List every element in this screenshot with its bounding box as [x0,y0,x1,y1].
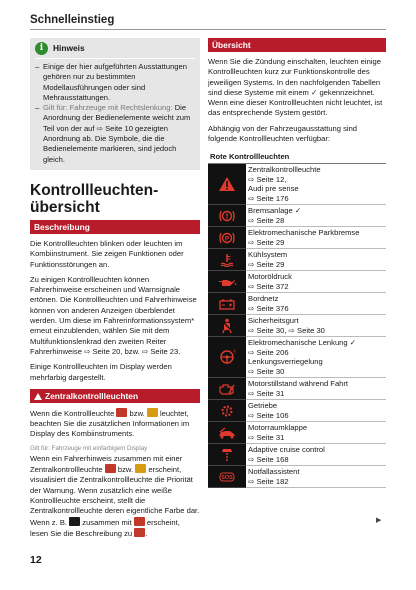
sos-icon [208,466,246,488]
adaptive-cruise-icon [208,444,246,466]
paragraph: Die Kontrollleuchten blinken oder leuchten im Kombiinstrument. Sie zeigen Funktionen oder Funktionsstörungen an. [30,238,184,269]
central-warning-red-icon [105,464,116,473]
right-column [208,38,386,488]
page-link[interactable]: ⇨ Seite 30 [248,366,285,376]
table-cell: Kühlsystem ⇨ Seite 29 [246,249,386,271]
hint-header [35,42,195,59]
table-header: Rote Kontrollleuchten [208,150,386,164]
central-warning-red-icon [116,408,127,417]
page-link[interactable]: ⇨ Seite 372 [248,281,289,291]
section-heading: Kontrollleuchten-übersicht [30,181,159,216]
gearbox-icon [208,400,246,422]
warning-triangle-icon [208,164,246,205]
hint-item-body[interactable]: Die Anordnung der Bedienelemente weicht zum Teil von der auf ⇨ Seite 10 gezeigten Anordnung ab. Die Symbole, die die Bedienelemente markieren, sind jedoch gleich. [43,103,191,164]
hood-icon [208,422,246,444]
paragraph: Abhängig von der Fahrzeugausstattung sind folgende Kontrollleuchten verfügbar: [208,123,358,144]
table-row [208,400,386,422]
hint-item: – Einige der hier aufgeführten Ausstattungen gehören nur zu bestimmten Modellausführungen oder sind Mehrausstattungen. [35,62,195,103]
table-cell: Motorstillstand während Fahrt ⇨ Seite 31 [246,378,386,400]
table-cell: Bordnetz ⇨ Seite 376 [246,293,386,315]
page-link[interactable]: ⇨ Seite 31 [248,432,285,442]
page-link[interactable]: ⇨ Seite 12, [248,174,287,184]
page-link[interactable]: ⇨ Seite 182 [248,476,289,486]
page-link[interactable]: ⇨ Seite 176 [248,193,289,203]
table-row [208,466,386,488]
warning-lamp-table [208,150,386,488]
central-warning-yellow-icon [147,408,158,417]
hint-box [30,38,200,170]
table-row [208,337,386,378]
info-icon: i [35,42,48,55]
table-row [208,249,386,271]
applies-to-note: Gilt für: Fahrzeuge mit Rechtslenkung: [43,103,173,113]
hint-item: – Gilt für: Fahrzeuge mit Rechtslenkung: Die Anordnung der Bedienelemente weicht zum Teil von der auf ⇨ Seite 10 gezeigten Anordnung ab. Die Symbole, die die Bedienelemente markieren, sind jedoch gleich. [35,103,195,165]
table-row [208,422,386,444]
engine-stop-icon [208,378,246,400]
svg-text:P: P [224,235,230,243]
page-link[interactable]: ⇨ Seite 106 [248,410,289,420]
paragraph: Einige Kontrollleuchten im Display werden mehrfarbig dargestellt. [30,362,172,382]
steering-wheel-icon [208,337,246,378]
coolant-icon [208,249,246,271]
table-cell: Sicherheitsgurt ⇨ Seite 30, ⇨ Seite 30 [246,315,386,337]
table-cell: Adaptive cruise control ⇨ Seite 168 [246,444,386,466]
left-column [30,38,200,539]
table-row [208,271,386,293]
paragraph: Wenn ein Fahrerhinweis zusammen mit einer Zentralkontrollleuchte bzw. erscheint, visualisiert die Zentralkontrollleuchte die Priorität der Warnung. Wenn zusätzlich eine weiße Kontrollleuchte erscheint, stellt die Zentralkontrollleuchte deren eigentliche Farbe dar. Wenn z. B. zusammen mit erscheint, lesen Sie die Beschreibung zu . [30,453,200,538]
seatbelt-icon [208,315,246,337]
page-header [30,10,386,32]
page-link[interactable]: ⇨ Seite 206 [248,347,289,357]
hint-title: Hinweis [53,43,85,54]
paragraph[interactable]: Zu einigen Kontrollleuchten können Fahrerhinweise erscheinen und Warnsignale ertönen. Die Kontrollleuchten und Fahrerhinweise können von anderen Anzeigen überblendet werden. Um diese im Fahrerinformationssystem* erneut einzublenden, wählen Sie mit dem Multifunktionslenkrad den zweiten Reiter Fahrerhinweise ⇨ Seite 20, bzw. ⇨ Seite 23. [30,274,197,356]
page-link[interactable]: ⇨ Seite 29 [248,259,285,269]
continue-arrow-icon[interactable]: ▶ [376,517,382,524]
page-number: 12 [30,554,42,566]
page-link[interactable]: ⇨ Seite 31 [248,388,285,398]
battery-icon [208,293,246,315]
section-bar-zentral [30,389,200,403]
table-cell: Motoröldruck ⇨ Seite 372 [246,271,386,293]
table-cell: Zentralkontrollleuchte ⇨ Seite 12, Audi pre sense ⇨ Seite 176 [246,164,386,205]
red-lamp-icon [134,528,145,537]
table-cell: Notfallassistent ⇨ Seite 182 [246,466,386,488]
white-lamp-icon [69,517,80,526]
table-row [208,315,386,337]
warning-triangle-icon [34,393,42,400]
page-link[interactable]: ⇨ Seite 29 [248,237,285,247]
table-row [208,205,386,227]
svg-text:SOS: SOS [221,475,233,482]
header-title: Schnelleinstieg [30,14,115,26]
section-bar-uebersicht: Übersicht [208,38,386,52]
table-row [208,227,386,249]
table-row [208,293,386,315]
paragraph: Wenn die Kontrollleuchte bzw. leuchtet, beachten Sie die zusätzlichen Informationen im Display des Kombiinstruments. [30,408,190,439]
table-cell: Elektromechanische Parkbremse ⇨ Seite 29 [246,227,386,249]
section-bar-title: Zentralkontrollleuchten [45,390,139,401]
brake-icon [208,205,246,227]
central-warning-yellow-icon [135,464,146,473]
central-warning-red-icon [134,517,145,526]
table-cell: Elektromechanische Lenkung ✓ ⇨ Seite 206 Lenkungsverriegelung ⇨ Seite 30 [246,337,386,378]
paragraph: Wenn Sie die Zündung einschalten, leuchten einige Kontrollleuchten kurz zur Funktionskontrolle des jeweiligen Systems. In den nachfolgenden Tabellen sind diese Systeme mit einem ✓ gekennzeichnet. Wenn eine dieser Kontrollleuchten nicht leuchtet, ist das entsprechende System gestört. [208,57,383,118]
page-link[interactable]: ⇨ Seite 376 [248,303,289,313]
table-row [208,164,386,205]
hint-item-text [43,103,195,165]
section-bar-beschreibung: Beschreibung [30,220,200,234]
hint-item-text: Einige der hier aufgeführten Ausstattungen gehören nur zu bestimmten Modellausführungen oder sind Mehrausstattungen. [43,62,187,102]
table-row [208,444,386,466]
page-link[interactable]: ⇨ Seite 28 [248,215,285,225]
page-link[interactable]: ⇨ Seite 30, ⇨ Seite 30 [248,325,325,335]
applies-to-note: Gilt für: Fahrzeuge mit einfarbigem Display [30,444,148,452]
oil-can-icon [208,271,246,293]
page-link[interactable]: ⇨ Seite 168 [248,454,289,464]
table-cell: Getriebe ⇨ Seite 106 [246,400,386,422]
table-cell: Bremsanlage ✓ ⇨ Seite 28 [246,205,386,227]
svg-text:!: ! [234,349,236,356]
table-row [208,378,386,400]
table-cell: Motorraumklappe ⇨ Seite 31 [246,422,386,444]
parking-brake-icon [208,227,246,249]
header-divider [30,29,386,30]
